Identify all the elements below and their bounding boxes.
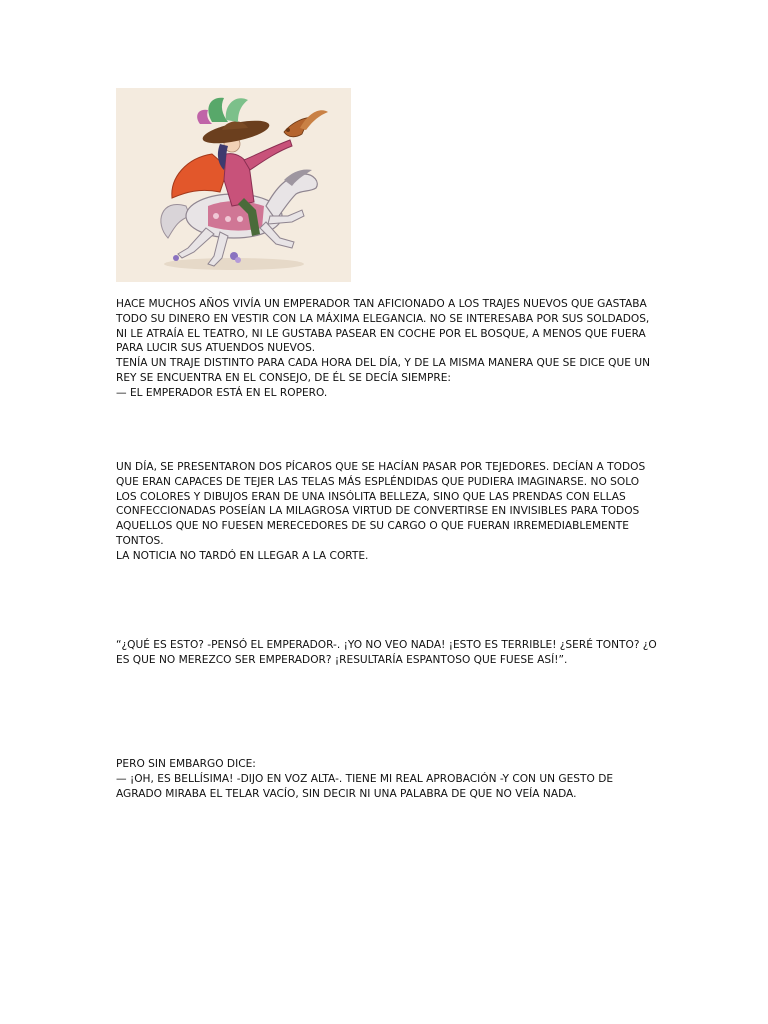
text-line: LOS COLORES Y DIBUJOS ERAN DE UNA INSÓLITA BELLEZA, SINO QUE LAS PRENDAS CON ELLAS <box>116 490 626 503</box>
paragraph-emperor-speech <box>116 757 656 801</box>
text-line: REY SE ENCUENTRA EN EL CONSEJO, DE ÉL SE DECÍA SIEMPRE: <box>116 371 451 384</box>
text-line: QUE ERAN CAPACES DE TEJER LAS TELAS MÁS ESPLÉNDIDAS QUE PUDIERA IMAGINARSE. NO SOLO <box>116 475 640 488</box>
text-line: CONFECCIONADAS POSEÍAN LA MILAGROSA VIRTUD DE CONVERTIRSE EN INVISIBLES PARA TODOS <box>116 505 640 518</box>
text-line: ES QUE NO MEREZCO SER EMPERADOR? ¡RESULTARÍA ESPANTOSO QUE FUESE ASÍ!”. <box>116 653 568 666</box>
emperor-illustration <box>116 88 351 282</box>
paragraph-weavers <box>116 460 656 564</box>
text-line: HACE MUCHOS AÑOS VIVÍA UN EMPERADOR TAN AFICIONADO A LOS TRAJES NUEVOS QUE GASTABA <box>116 298 647 310</box>
text-line: LA NOTICIA NO TARDÓ EN LLEGAR A LA CORTE. <box>116 549 369 562</box>
text-line: AGRADO MIRABA EL TELAR VACÍO, SIN DECIR NI UNA PALABRA DE QUE NO VEÍA NADA. <box>116 787 577 800</box>
text-line: NI LE ATRAÍA EL TEATRO, NI LE GUSTABA PASEAR EN COCHE POR EL BOSQUE, A MENOS QUE FUERA <box>116 327 646 340</box>
text-line: — ¡OH, ES BELLÍSIMA! -DIJO EN VOZ ALTA-. TIENE MI REAL APROBACIÓN -Y CON UN GESTO DE <box>116 772 614 785</box>
text-line: TONTOS. <box>116 534 164 547</box>
text-line: TENÍA UN TRAJE DISTINTO PARA CADA HORA DEL DÍA, Y DE LA MISMA MANERA QUE SE DICE QUE UN <box>116 357 651 370</box>
text-line: PERO SIN EMBARGO DICE: <box>116 758 256 770</box>
text-line: “¿QUÉ ES ESTO? -PENSÓ EL EMPERADOR-. ¡YO NO VEO NADA! ¡ESTO ES TERRIBLE! ¿SERÉ TONTO? ¿O <box>116 639 657 651</box>
text-line: — EL EMPERADOR ESTÁ EN EL ROPERO. <box>116 386 328 399</box>
text-line: AQUELLOS QUE NO FUESEN MERECEDORES DE SU CARGO O QUE FUERAN IRREMEDIABLEMENTE <box>116 520 629 533</box>
paragraph-emperor-thought <box>116 638 656 668</box>
emperor-on-horse-image <box>116 88 351 282</box>
text-line: TODO SU DINERO EN VESTIR CON LA MÁXIMA ELEGANCIA. NO SE INTERESABA POR SUS SOLDADOS, <box>116 312 650 325</box>
text-line: PARA LUCIR SUS ATUENDOS NUEVOS. <box>116 342 316 355</box>
text-line: UN DÍA, SE PRESENTARON DOS PÍCAROS QUE SE HACÍAN PASAR POR TEJEDORES. DECÍAN A TODOS <box>116 461 646 473</box>
paragraph-emperor-intro <box>116 297 656 401</box>
